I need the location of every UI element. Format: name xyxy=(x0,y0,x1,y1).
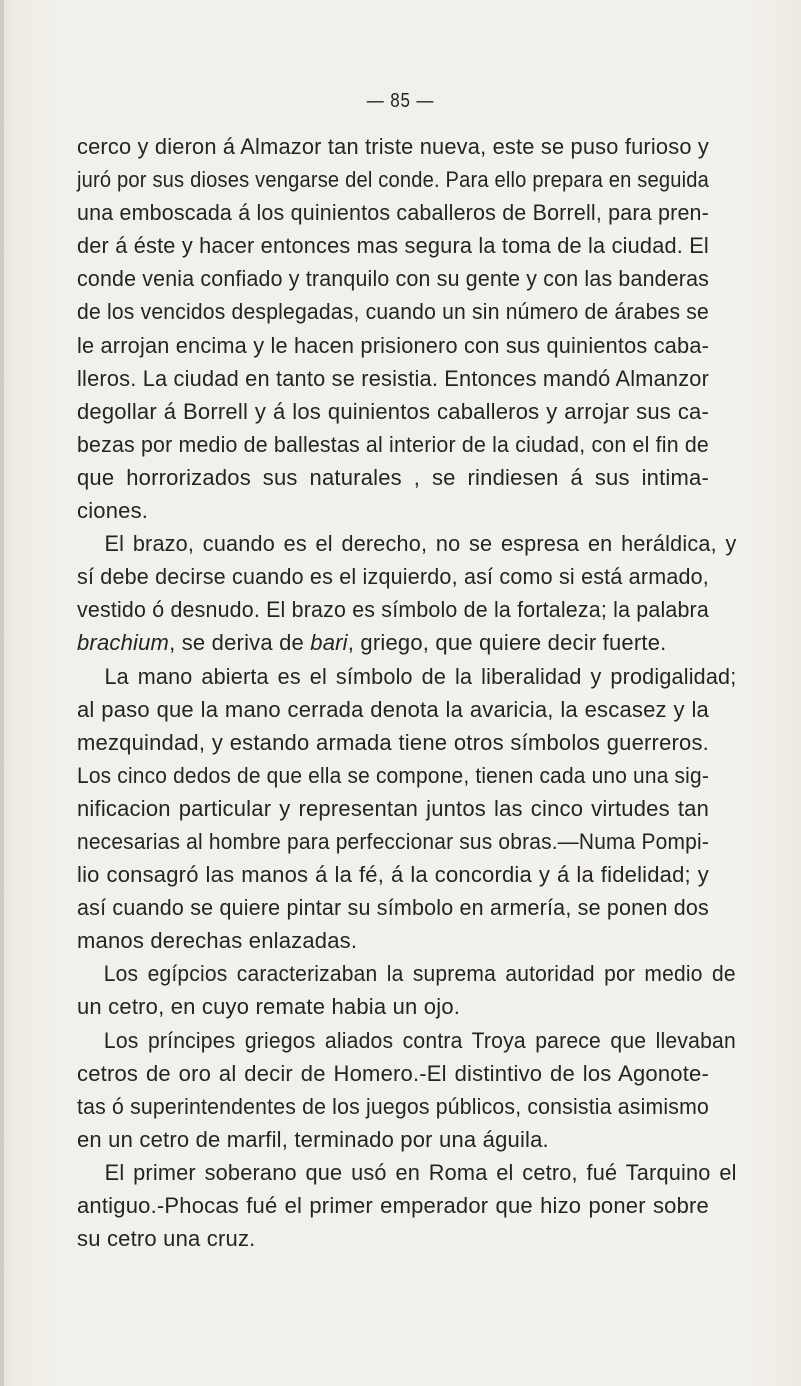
text-line: cerco y dieron á Almazor tan triste nueva, este se puso furioso y xyxy=(77,134,710,159)
text-line: antiguo.-Phocas fué el primer emperador que hizo poner sobre xyxy=(77,1193,709,1218)
italic-word-bari: bari xyxy=(310,630,348,656)
text-line: que horrorizados sus naturales , se rindiesen á sus intima- xyxy=(77,464,709,490)
text-line: mezquindad, y estando armada tiene otros símbolos guerreros. xyxy=(77,729,709,755)
text-fragment: , griego, que quiere decir fuerte. xyxy=(347,630,667,656)
text-line: juró por sus dioses vengarse del conde. Para ello prepara en seguida xyxy=(77,167,709,193)
text-line: lio consagró las manos á la fé, á la concordia y á la fidelidad; y xyxy=(77,862,709,888)
paragraph-start-line: El primer soberano que usó en Roma el cetro, fué Tarquino el xyxy=(104,1159,737,1185)
text-line: le arrojan encima y le hacen prisionero con sus quinientos caba- xyxy=(77,332,710,358)
text-line: lleros. La ciudad en tanto se resistia. Entonces mandó Almanzor xyxy=(77,365,710,391)
paragraph-start-line: Los egípcios caracterizaban la suprema autoridad por medio de xyxy=(103,961,736,987)
text-line: su cetro una cruz. xyxy=(77,1226,256,1252)
text-fragment: , se deriva de xyxy=(169,630,311,656)
text-line: der á éste y hacer entonces mas segura la toma de la ciudad. El xyxy=(77,233,709,259)
text-line: ciones. xyxy=(77,498,149,524)
text-line: Los cinco dedos de que ella se compone, tienen cada uno una sig- xyxy=(77,762,709,788)
text-line: un cetro, en cuyo remate habia un ojo. xyxy=(77,994,461,1020)
page-number: — 85 — xyxy=(366,90,435,112)
paragraph-start-line: La mano abierta es el símbolo de la liberalidad y prodigalidad; xyxy=(104,663,737,689)
text-line: en un cetro de marfil, terminado por una águila. xyxy=(77,1126,549,1152)
paragraph-start-line: El brazo, cuando es el derecho, no se espresa en heráldica, y xyxy=(104,531,737,557)
text-line: manos derechas enlazadas. xyxy=(77,928,358,954)
text-line: tas ó superintendentes de los juegos públicos, consistia asimismo xyxy=(77,1093,709,1119)
body-text xyxy=(77,130,737,1255)
text-line-with-italics xyxy=(77,626,709,659)
text-line: de los vencidos desplegadas, cuando un sin número de árabes se xyxy=(77,299,709,325)
text-line: conde venia confiado y tranquilo con su gente y con las banderas xyxy=(77,266,710,292)
text-line: necesarias al hombre para perfeccionar sus obras.—Numa Pompi- xyxy=(77,828,710,854)
text-line: una emboscada á los quinientos caballeros de Borrell, para pren- xyxy=(77,200,710,226)
text-line: al paso que la mano cerrada denota la avaricia, la escasez y la xyxy=(77,696,709,722)
page-binding-edge xyxy=(0,0,4,1386)
text-line: nificacion particular y representan juntos las cinco virtudes tan xyxy=(77,795,709,821)
italic-word-brachium: brachium xyxy=(77,630,170,656)
text-line: así cuando se quiere pintar su símbolo en armería, se ponen dos xyxy=(77,895,709,921)
text-line: degollar á Borrell y á los quinientos caballeros y arrojar sus ca- xyxy=(77,398,709,424)
text-line: bezas por medio de ballestas al interior de la ciudad, con el fin de xyxy=(77,431,709,457)
text-line: vestido ó desnudo. El brazo es símbolo de la fortaleza; la palabra xyxy=(77,597,709,623)
text-line: cetros de oro al decir de Homero.-El distintivo de los Agonote- xyxy=(77,1060,709,1086)
text-line: sí debe decirse cuando es el izquierdo, así como si está armado, xyxy=(77,564,709,590)
paragraph-start-line: Los príncipes griegos aliados contra Troya parece que llevaban xyxy=(103,1027,736,1053)
